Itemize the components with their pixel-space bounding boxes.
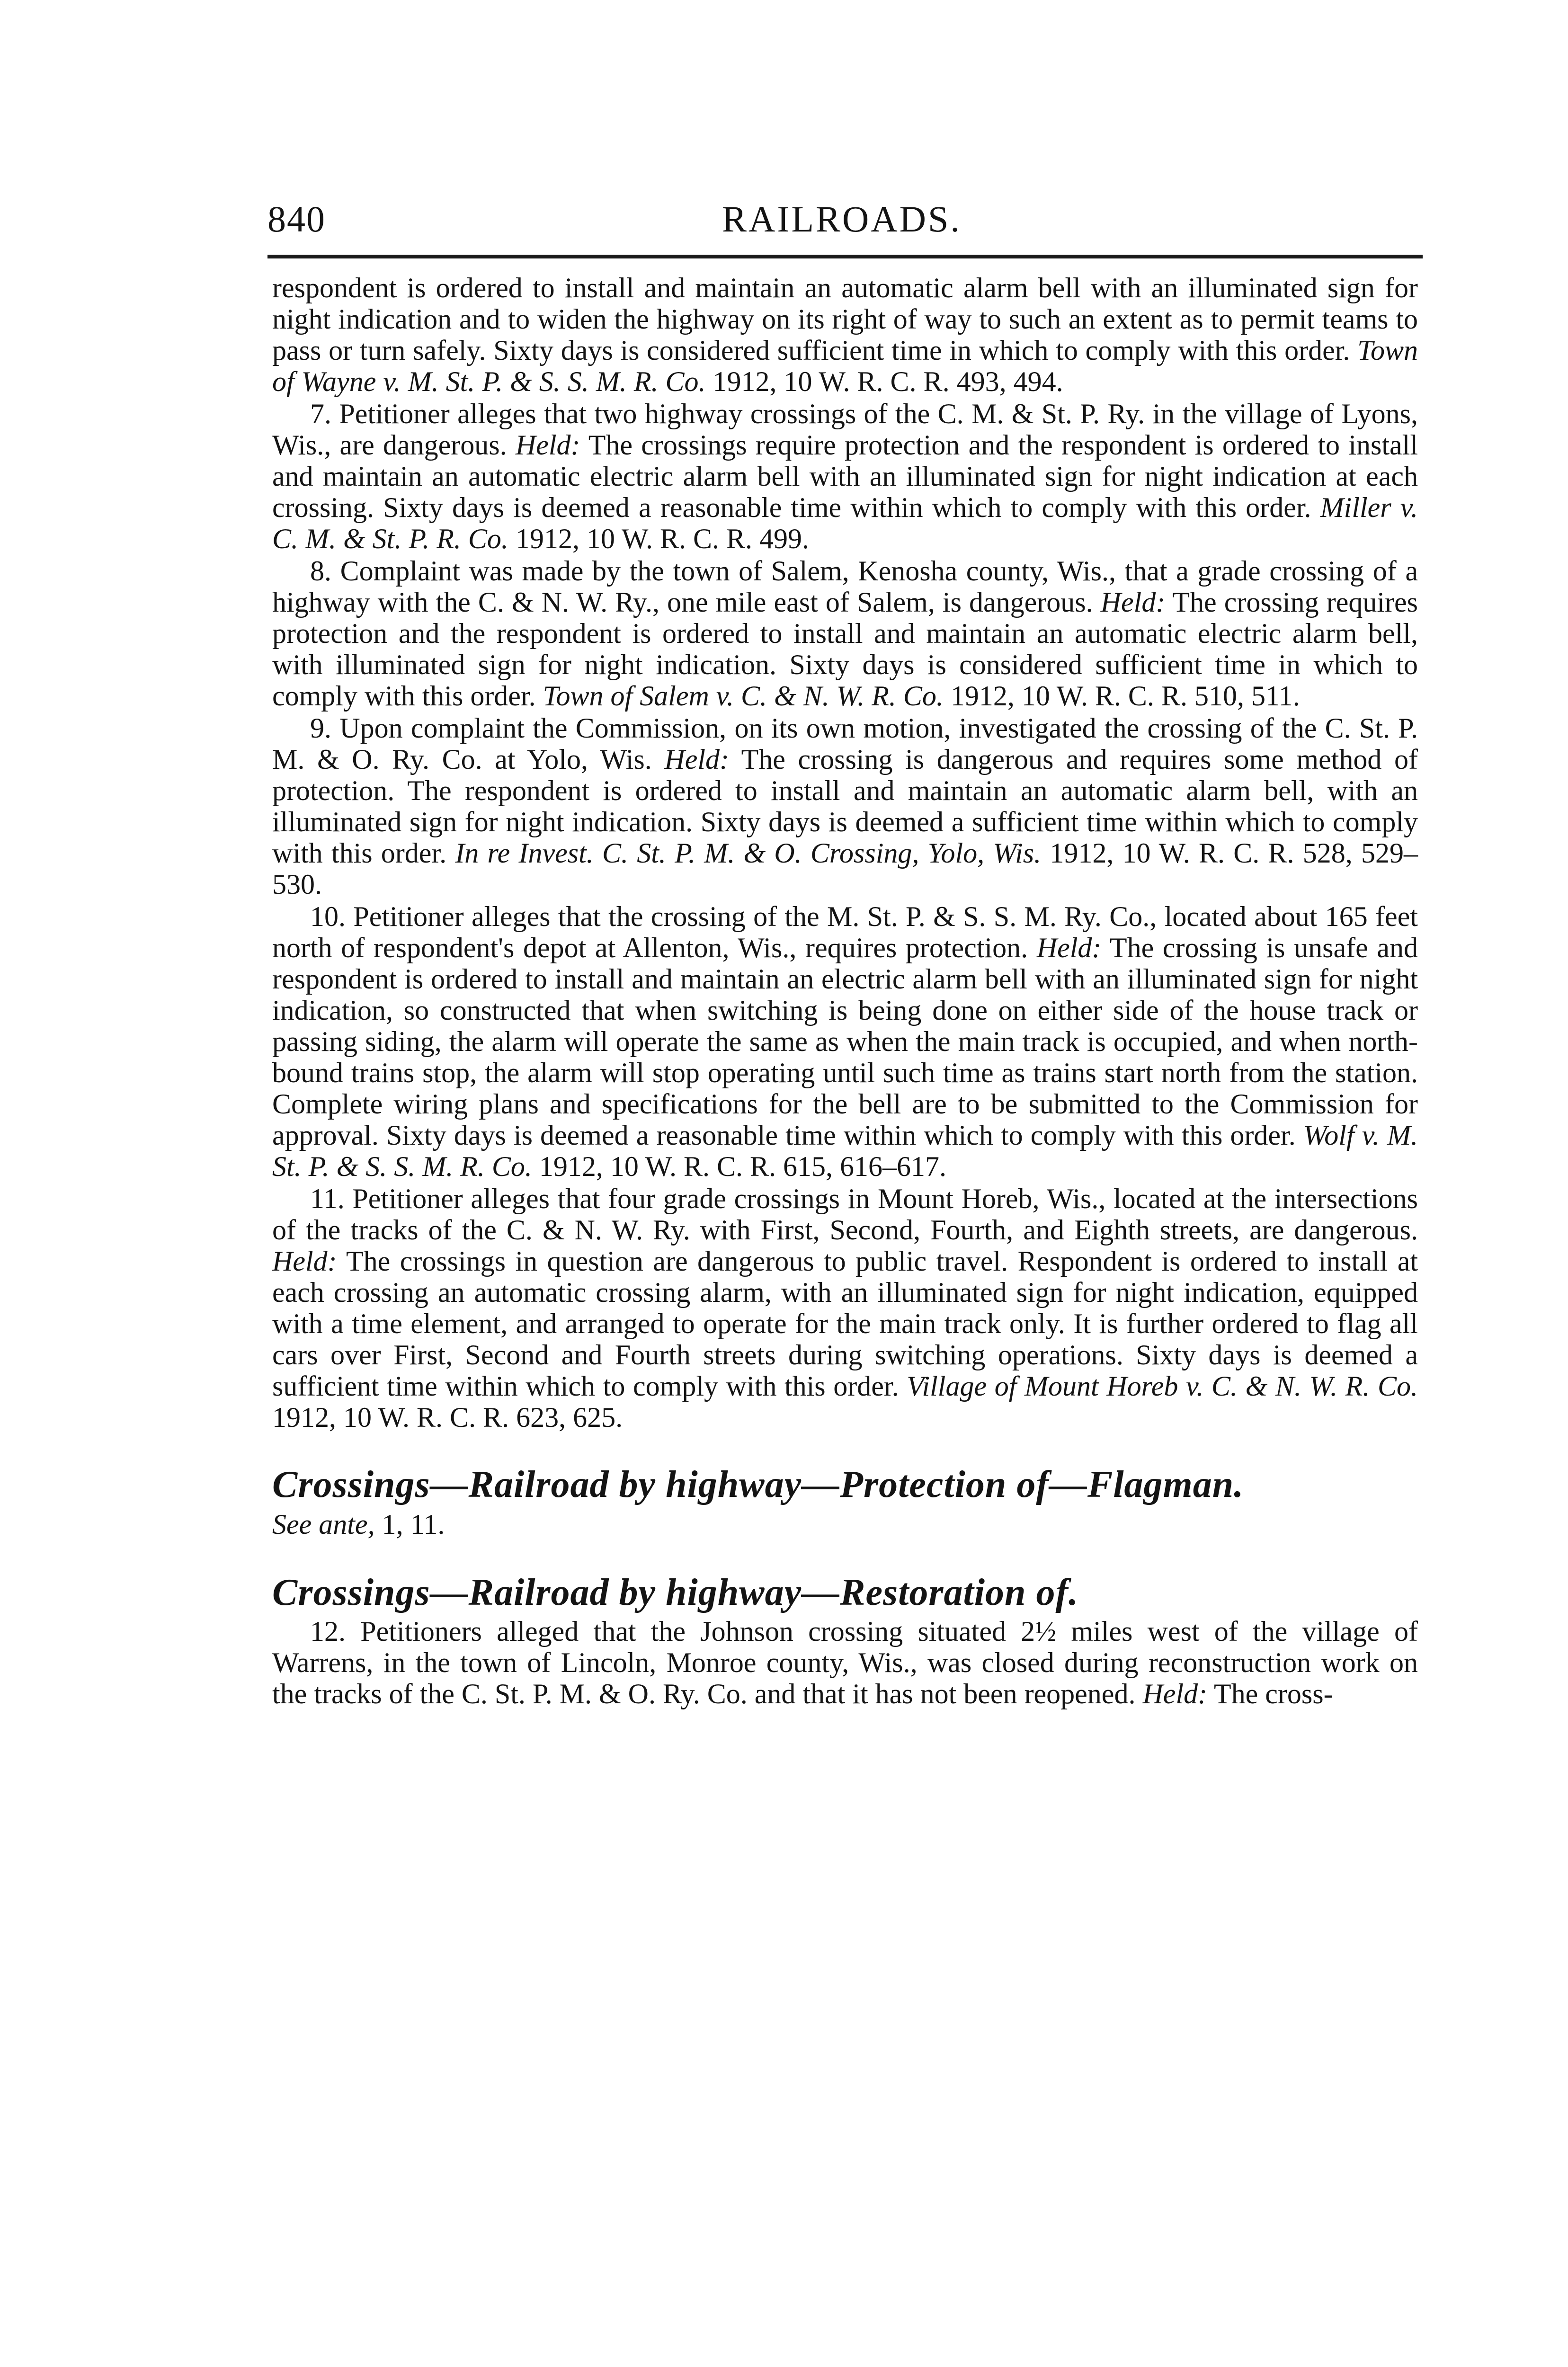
page-header xyxy=(267,198,1418,250)
held-label: Held: xyxy=(515,429,580,461)
case-name: Town of Salem v. C. & N. W. R. Co. xyxy=(543,680,944,712)
paragraph-10 xyxy=(272,901,1418,1182)
holding-text: The crossing requires protection and the respondent is ordered to install and maintain an automatic electric alarm bell, with illuminated sign for night indication. Sixty days is considered sufficient time in which to comply with this order. xyxy=(272,587,1418,712)
paragraph-12 xyxy=(272,1616,1418,1709)
held-label: Held: xyxy=(664,744,730,775)
paragraph-8 xyxy=(272,555,1418,712)
held-label: Held: xyxy=(1142,1678,1208,1709)
citation: 1912, 10 W. R. C. R. 499. xyxy=(508,523,810,554)
citation: 1912, 10 W. R. C. R. 615, 616–617. xyxy=(532,1151,947,1182)
cross-reference-numbers: 1, 11. xyxy=(374,1509,445,1540)
paragraph-9 xyxy=(272,712,1418,900)
citation: 1912, 10 W. R. C. R. 623, 625. xyxy=(272,1402,623,1433)
paragraph-text: 9. Upon complaint the Commission, on its own motion, investigated the crossing of the C. St. P. M. & O. Ry. Co. at Yolo, Wis. xyxy=(272,712,1418,775)
holding-text: The crossings in question are dangerous to public travel. Respondent is ordered to install at each crossing an automatic crossing alarm, with an illuminated sign for night indication, equipped with a time element, and arranged to operate for the main track only. It is further ordered to flag all cars over First, Second and Fourth streets during switching operations. Sixty days is deemed a sufficient time within which to comply with this order. xyxy=(272,1246,1418,1402)
cross-reference xyxy=(272,1508,1418,1541)
see-label: See ante, xyxy=(272,1509,375,1540)
holding-text: The crossing is unsafe and respondent is ordered to install and maintain an electric alarm bell with an illuminated sign for night indication, so constructed that when switching is being done on either side of the house track or passing siding, the alarm will operate the same as when the main track is occupied, and when north-bound trains stop, the alarm will stop operating until such time as trains start north from the station. Complete wiring plans and specifications for the bell are to be submitted to the Commission for approval. Sixty days is deemed a reasonable time within which to comply with this order. xyxy=(272,932,1418,1151)
holding-text: The crossings require protection and the respondent is ordered to install and maintain an automatic electric alarm bell with an illuminated sign for night indication at each crossing. Sixty days is deemed a reasonable time within which to comply with this order. xyxy=(272,429,1418,523)
case-name: Town of Wayne v. M. St. P. & S. S. M. R. Co. xyxy=(272,335,1418,397)
citation: 1912, 10 W. R. C. R. 528, 529–530. xyxy=(272,837,1418,900)
case-name: In re Invest. C. St. P. M. & O. Crossing, Yolo, Wis. xyxy=(455,837,1042,869)
case-name: Wolf v. M. St. P. & S. S. M. R. Co. xyxy=(272,1120,1418,1182)
paragraph-text: 10. Petitioner alleges that the crossing of the M. St. P. & S. S. M. Ry. Co., located about 165 feet north of respondent's depot at Allenton, Wis., requires protection. xyxy=(272,901,1418,963)
section-heading-restoration: Crossings—Railroad by highway—Restoration of. xyxy=(272,1572,1079,1613)
paragraph-text: 11. Petitioner alleges that four grade crossings in Mount Horeb, Wis., located at the intersections of the tracks of the C. & N. W. Ry. with First, Second, Fourth, and Eighth streets, are dangerous. xyxy=(272,1183,1418,1246)
held-label: Held: xyxy=(1036,932,1102,963)
citation: 1912, 10 W. R. C. R. 510, 511. xyxy=(943,680,1300,712)
body-text xyxy=(272,272,1418,1709)
case-name: Miller v. C. M. & St. P. R. Co. xyxy=(272,492,1418,554)
paragraph-11 xyxy=(272,1183,1418,1433)
running-head: RAILROADS. xyxy=(722,198,962,240)
held-label: Held: xyxy=(272,1246,337,1277)
paragraph-text: 7. Petitioner alleges that two highway crossings of the C. M. & St. P. Ry. in the village of Lyons, Wis., are dangerous. xyxy=(272,398,1418,461)
paragraph-text: 8. Complaint was made by the town of Salem, Kenosha county, Wis., that a grade crossing of a highway with the C. & N. W. Ry., one mile east of Salem, is dangerous. xyxy=(272,555,1418,618)
page-number: 840 xyxy=(267,198,326,240)
citation: 1912, 10 W. R. C. R. 493, 494. xyxy=(705,366,1063,397)
holding-text: The cross- xyxy=(1207,1678,1333,1709)
paragraph-text: 12. Petitioners alleged that the Johnson crossing situated 2½ miles west of the village of Warrens, in the town of Lincoln, Monroe county, Wis., was closed during reconstruction work on the tracks of the C. St. P. M. & O. Ry. Co. and that it has not been reopened. xyxy=(272,1616,1418,1709)
case-name: Village of Mount Horeb v. C. & N. W. R. Co. xyxy=(907,1370,1418,1402)
section-heading-flagman: Crossings—Railroad by highway—Protection of—Flagman. xyxy=(272,1464,1244,1505)
header-rule xyxy=(267,255,1423,258)
paragraph-text: respondent is ordered to install and maintain an automatic alarm bell with an illuminated sign for night indication and to widen the highway on its right of way to such an extent as to permit teams to pass or turn safely. Sixty days is considered sufficient time in which to comply with this order. xyxy=(272,272,1418,366)
paragraph-continuation xyxy=(272,272,1418,397)
paragraph-7 xyxy=(272,398,1418,554)
holding-text: The crossing is dangerous and requires some method of protection. The respondent is ordered to install and maintain an automatic alarm bell, with an illuminated sign for night indication. Sixty days is deemed a sufficient time within which to comply with this order. xyxy=(272,744,1418,869)
held-label: Held: xyxy=(1100,587,1166,618)
